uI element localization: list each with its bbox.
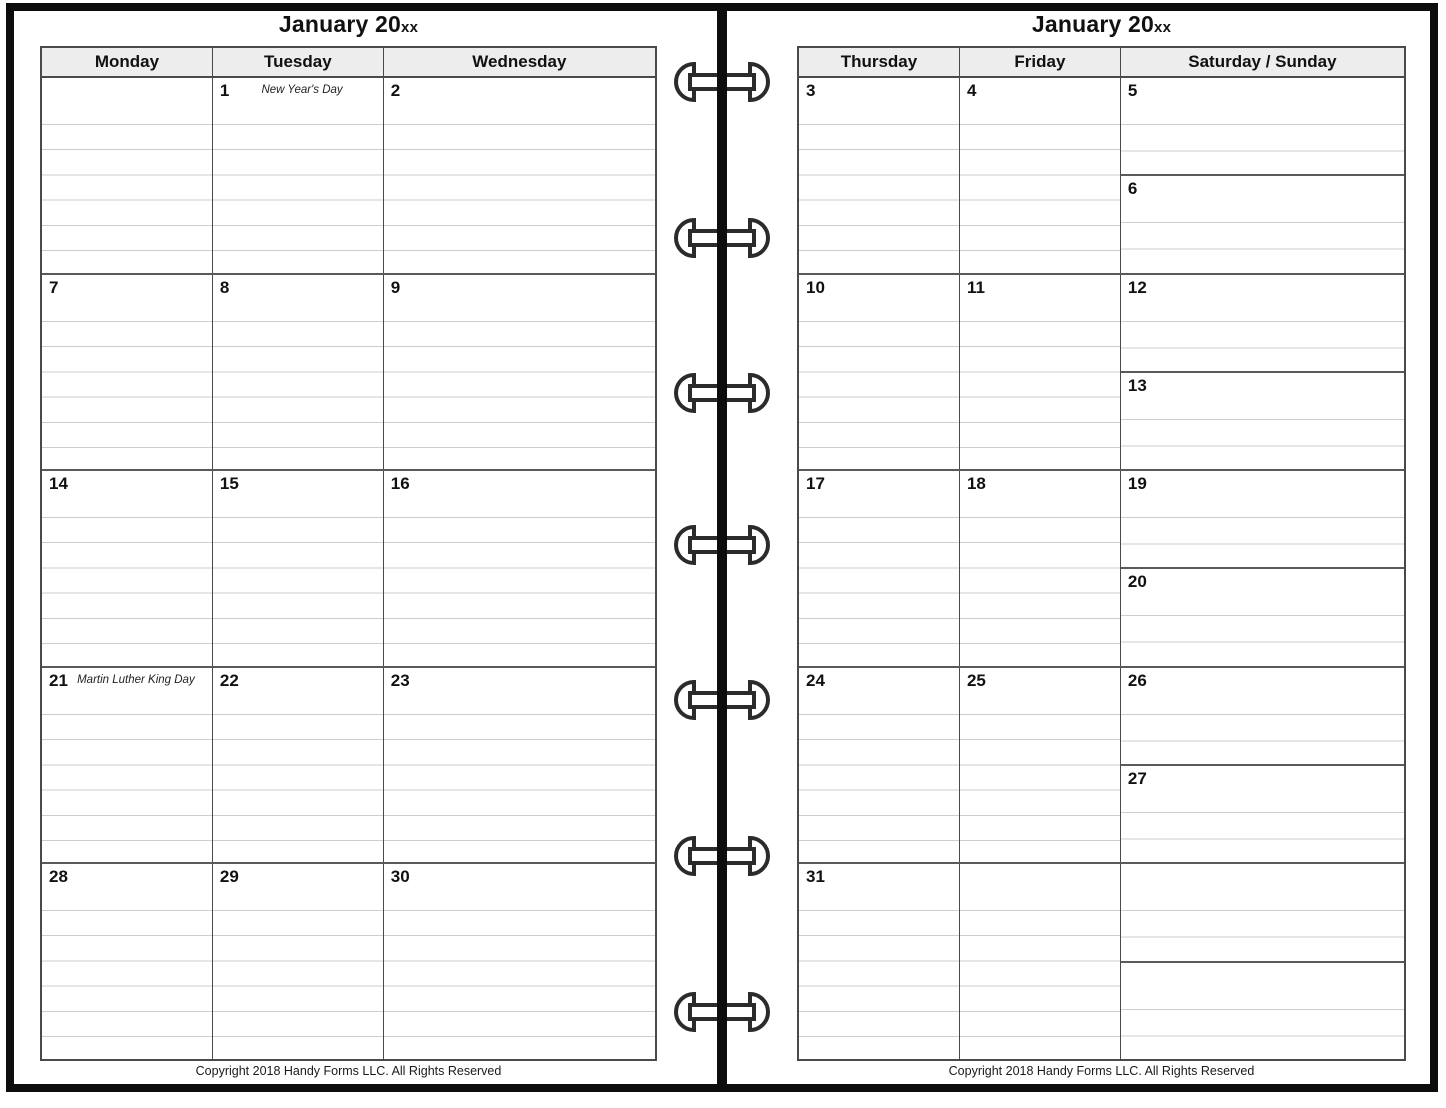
date-number: 2: [390, 81, 401, 100]
ruled-lines: [960, 517, 1120, 666]
weekday-header-row: [799, 48, 1404, 78]
weekend-cell: [1120, 78, 1404, 273]
day-cell: [959, 668, 1120, 863]
weekday-header: Thursday: [840, 52, 918, 71]
ruled-lines: [799, 517, 959, 666]
date-number: 21: [49, 670, 68, 690]
date-number: 14: [49, 474, 68, 494]
day-cell: [42, 471, 212, 666]
saturday-half: [1121, 668, 1404, 764]
week-row: [799, 469, 1404, 666]
ruled-lines: [42, 321, 212, 470]
page-title: [40, 11, 657, 43]
day-cell: [212, 78, 383, 273]
saturday-half: [1121, 864, 1404, 960]
date-number: 25: [966, 670, 986, 690]
day-cell: [959, 78, 1120, 273]
ruled-lines: [213, 321, 383, 470]
date-number: 10: [806, 277, 825, 297]
day-cell: [383, 471, 655, 666]
date-number: 30: [390, 867, 410, 887]
day-cell: [799, 471, 959, 666]
page-title-text: January 20: [1031, 11, 1155, 37]
ruled-lines: [384, 124, 655, 273]
day-cell: [42, 275, 212, 470]
sunday-half: [1121, 764, 1404, 862]
day-cell: [212, 275, 383, 470]
date-number: 29: [219, 867, 239, 887]
week-row: [42, 666, 655, 863]
date-number: 7: [49, 277, 59, 297]
date-number: 12: [1127, 277, 1147, 297]
week-row: [42, 78, 655, 273]
ruled-lines: [384, 910, 655, 1059]
copyright-text: Copyright 2018 Handy Forms LLC. All Rights Reserved: [195, 1064, 502, 1078]
ruled-lines: [1121, 124, 1404, 174]
page-title: [797, 11, 1406, 43]
weekend-cell: [1120, 864, 1404, 1059]
day-cell: [212, 668, 383, 863]
page-title-text: January 20: [278, 11, 402, 37]
saturday-half: [1121, 275, 1404, 371]
holiday-label: Martin Luther King Day: [77, 673, 195, 686]
ruled-lines: [1121, 419, 1404, 469]
day-cell: [959, 275, 1120, 470]
weekend-cell: [1120, 275, 1404, 470]
ruled-lines: [384, 714, 655, 863]
ruled-lines: [42, 910, 212, 1059]
sunday-half: [1121, 567, 1404, 665]
week-row: [799, 666, 1404, 863]
date-number: 3: [806, 81, 816, 100]
day-cell: [959, 864, 1120, 1059]
calendar-table-right: [797, 46, 1406, 1061]
sunday-half: [1121, 961, 1404, 1059]
day-cell: [42, 78, 212, 273]
week-row: [799, 78, 1404, 273]
date-number: 23: [390, 670, 410, 690]
saturday-half: [1121, 78, 1404, 174]
week-row: [42, 862, 655, 1059]
date-number: 16: [390, 474, 410, 494]
date-number: 13: [1127, 375, 1147, 395]
weekday-header: Tuesday: [212, 48, 383, 76]
holiday-label: New Year's Day: [261, 84, 343, 96]
week-row: [799, 862, 1404, 1059]
day-cell: [799, 864, 959, 1059]
day-cell: [212, 864, 383, 1059]
sunday-half: [1121, 371, 1404, 469]
weekend-cell: [1120, 471, 1404, 666]
date-number: 26: [1127, 670, 1147, 690]
date-number: 9: [390, 277, 401, 297]
ruled-lines: [799, 910, 959, 1059]
page-title-suffix: xx: [401, 19, 419, 36]
ruled-lines: [1121, 910, 1404, 960]
ruled-lines: [1121, 812, 1404, 862]
date-number: 5: [1127, 81, 1138, 100]
day-cell: [383, 864, 655, 1059]
ruled-lines: [42, 517, 212, 666]
weekday-header-row: [42, 48, 655, 78]
weekday-header: Monday: [94, 52, 160, 71]
weekday-header: Friday: [959, 48, 1120, 76]
weekday-header: Wednesday: [383, 48, 655, 76]
day-cell: [799, 78, 959, 273]
ruled-lines: [799, 321, 959, 470]
weekend-cell: [1120, 668, 1404, 863]
ruled-lines: [213, 714, 383, 863]
ruled-lines: [213, 124, 383, 273]
ruled-lines: [960, 714, 1120, 863]
ruled-lines: [384, 321, 655, 470]
date-number: 8: [219, 277, 230, 297]
day-cell: [383, 78, 655, 273]
ruled-lines: [799, 124, 959, 273]
ruled-lines: [384, 517, 655, 666]
ruled-lines: [42, 714, 212, 863]
date-number: 11: [966, 277, 985, 297]
date-number: 17: [806, 474, 825, 494]
day-cell: [799, 668, 959, 863]
ruled-lines: [213, 517, 383, 666]
day-cell: [799, 275, 959, 470]
planner-spread: [6, 3, 1438, 1092]
week-row: [42, 469, 655, 666]
date-number: 19: [1127, 474, 1147, 494]
ruled-lines: [1121, 714, 1404, 764]
ruled-lines: [960, 124, 1120, 273]
date-number: 1: [219, 81, 230, 100]
week-row: [42, 273, 655, 470]
ruled-lines: [42, 124, 212, 273]
day-cell: [383, 275, 655, 470]
ruled-lines: [213, 910, 383, 1059]
saturday-half: [1121, 471, 1404, 567]
page-title-suffix: xx: [1154, 19, 1172, 36]
ruled-lines: [960, 321, 1120, 470]
date-number: 4: [966, 81, 977, 100]
day-cell: [383, 668, 655, 863]
date-number: 24: [806, 670, 825, 690]
date-number: 6: [1127, 179, 1138, 199]
calendar-table-left: [40, 46, 657, 1061]
week-row: [799, 273, 1404, 470]
weekday-header: Saturday / Sunday: [1120, 48, 1404, 76]
day-cell: [212, 471, 383, 666]
date-number: 22: [219, 670, 239, 690]
sunday-half: [1121, 174, 1404, 272]
date-number: 20: [1127, 572, 1147, 592]
ruled-lines: [1121, 615, 1404, 665]
date-number: 28: [49, 867, 68, 887]
ruled-lines: [960, 910, 1120, 1059]
ruled-lines: [1121, 321, 1404, 371]
copyright-text: Copyright 2018 Handy Forms LLC. All Rights Reserved: [948, 1064, 1255, 1078]
ruled-lines: [1121, 517, 1404, 567]
ruled-lines: [799, 714, 959, 863]
day-cell: [42, 864, 212, 1059]
ruled-lines: [1121, 1009, 1404, 1059]
binder-spine: [717, 11, 727, 1084]
date-number: 15: [219, 474, 239, 494]
date-number: 27: [1127, 769, 1147, 789]
date-number: 31: [806, 867, 825, 887]
day-cell: [959, 471, 1120, 666]
ruled-lines: [1121, 222, 1404, 272]
day-cell: [42, 668, 212, 863]
date-number: 18: [966, 474, 986, 494]
